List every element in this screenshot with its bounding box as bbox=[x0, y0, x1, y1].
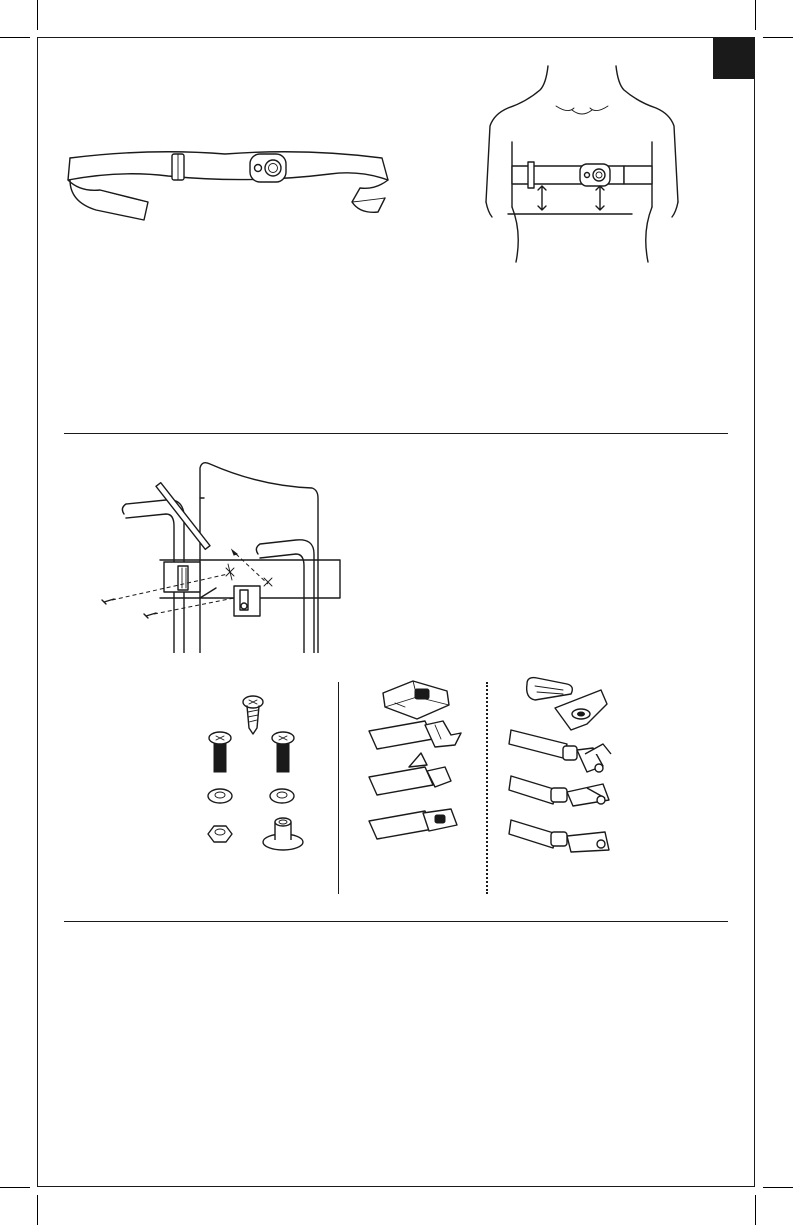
strap-on-torso-illustration bbox=[482, 62, 682, 267]
crop-mark bbox=[37, 0, 38, 30]
crop-mark bbox=[0, 1187, 30, 1188]
crop-mark bbox=[763, 37, 793, 38]
crop-mark bbox=[755, 1195, 756, 1225]
screws-washers-nuts-illustration bbox=[195, 690, 315, 855]
strap-buckle-steps-illustration bbox=[505, 672, 635, 872]
section-tab bbox=[713, 37, 755, 79]
section-divider bbox=[64, 433, 728, 434]
strap-clip-steps-illustration bbox=[355, 675, 475, 865]
section-divider bbox=[64, 921, 728, 922]
crop-mark bbox=[755, 0, 756, 30]
crop-mark bbox=[37, 1195, 38, 1225]
crop-mark bbox=[0, 37, 30, 38]
chest-strap-illustration bbox=[60, 140, 390, 225]
column-divider bbox=[338, 682, 339, 894]
column-divider-dotted bbox=[486, 682, 488, 894]
handlebar-mounting-illustration bbox=[100, 458, 360, 653]
crop-mark bbox=[763, 1187, 793, 1188]
